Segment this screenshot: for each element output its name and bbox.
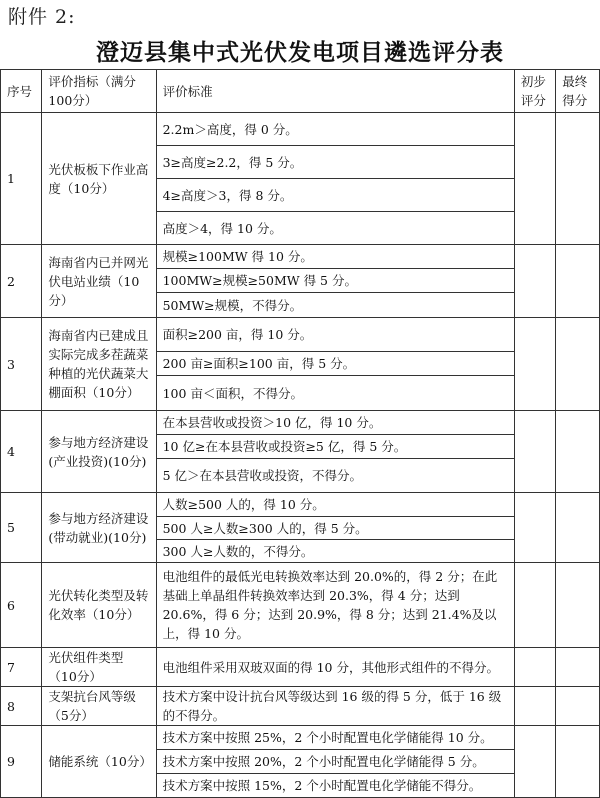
cell-preliminary-score[interactable] (514, 687, 555, 726)
cell-final-score[interactable] (556, 687, 600, 726)
header-no: 序号 (1, 70, 42, 113)
cell-criteria: 技术方案中按照 20%，2 个小时配置电化学储能得 5 分。 (156, 750, 514, 774)
header-indicator: 评价指标（满分100分） (42, 70, 156, 113)
cell-no: 4 (1, 411, 42, 493)
cell-no: 5 (1, 493, 42, 563)
header-criteria: 评价标准 (156, 70, 514, 113)
table-row (1, 726, 600, 750)
cell-final-score[interactable] (556, 493, 600, 563)
cell-final-score[interactable] (556, 648, 600, 687)
cell-criteria: 电池组件采用双玻双面的得 10 分，其他形式组件的不得分。 (156, 648, 514, 687)
cell-criteria: 2.2m＞高度，得 0 分。 (156, 113, 514, 146)
attachment-label: 附件 2: (8, 6, 76, 28)
cell-no: 6 (1, 563, 42, 648)
cell-criteria: 5 亿＞在本县营收或投资，不得分。 (156, 459, 514, 493)
cell-indicator: 支架抗台风等级（5分） (42, 687, 156, 726)
cell-indicator: 海南省内已建成且实际完成多茬蔬菜种植的光伏蔬菜大棚面积（10分） (42, 318, 156, 411)
cell-preliminary-score[interactable] (514, 245, 555, 318)
cell-criteria: 人数≥500 人的，得 10 分。 (156, 493, 514, 517)
cell-preliminary-score[interactable] (514, 113, 555, 245)
cell-indicator: 光伏组件类型（10分） (42, 648, 156, 687)
cell-indicator: 光伏板板下作业高度（10分） (42, 113, 156, 245)
cell-criteria: 200 亩≥面积≥100 亩，得 5 分。 (156, 352, 514, 376)
cell-final-score[interactable] (556, 411, 600, 493)
cell-preliminary-score[interactable] (514, 318, 555, 411)
cell-indicator: 海南省内已并网光伏电站业绩（10分） (42, 245, 156, 318)
cell-no: 9 (1, 726, 42, 798)
cell-criteria: 3≥高度≥2.2，得 5 分。 (156, 146, 514, 179)
cell-criteria: 技术方案中设计抗台风等级达到 16 级的得 5 分，低于 16 级的不得分。 (156, 687, 514, 726)
cell-final-score[interactable] (556, 113, 600, 245)
cell-criteria: 50MW≥规模，不得分。 (156, 293, 514, 318)
cell-indicator: 光伏转化类型及转化效率（10分） (42, 563, 156, 648)
cell-criteria: 技术方案中按照 15%，2 个小时配置电化学储能不得分。 (156, 774, 514, 798)
table-body (1, 113, 600, 798)
cell-no: 8 (1, 687, 42, 726)
table-row (1, 563, 600, 648)
cell-criteria: 300 人≥人数的，不得分。 (156, 540, 514, 563)
table-row (1, 648, 600, 687)
header-preliminary-score: 初步评分 (514, 70, 555, 113)
cell-criteria: 4≥高度＞3，得 8 分。 (156, 179, 514, 212)
cell-preliminary-score[interactable] (514, 493, 555, 563)
cell-criteria: 规模≥100MW 得 10 分。 (156, 245, 514, 269)
cell-preliminary-score[interactable] (514, 648, 555, 687)
cell-final-score[interactable] (556, 563, 600, 648)
cell-no: 1 (1, 113, 42, 245)
cell-criteria: 面积≥200 亩，得 10 分。 (156, 318, 514, 352)
table-header-row (1, 70, 600, 113)
cell-criteria: 技术方案中按照 25%，2 个小时配置电化学储能得 10 分。 (156, 726, 514, 750)
table-row (1, 113, 600, 146)
cell-final-score[interactable] (556, 245, 600, 318)
table-row (1, 687, 600, 726)
cell-criteria: 10 亿≥在本县营收或投资≥5 亿，得 5 分。 (156, 435, 514, 459)
cell-indicator: 储能系统（10分） (42, 726, 156, 798)
page-title: 澄迈县集中式光伏发电项目遴选评分表 (96, 40, 504, 66)
cell-criteria: 高度＞4，得 10 分。 (156, 212, 514, 245)
cell-preliminary-score[interactable] (514, 563, 555, 648)
cell-criteria: 电池组件的最低光电转换效率达到 20.0%的，得 2 分；在此基础上单晶组件转换效率达到 20.3%，得 4 分；达到 20.6%，得 6 分；达到 20.9%，得 8 分；达到 21.4%及以上，得 10 分。 (156, 563, 514, 648)
cell-preliminary-score[interactable] (514, 411, 555, 493)
cell-indicator: 参与地方经济建设(产业投资)(10分) (42, 411, 156, 493)
cell-criteria: 100MW≥规模≥50MW 得 5 分。 (156, 269, 514, 293)
table-row (1, 411, 600, 435)
cell-no: 7 (1, 648, 42, 687)
cell-final-score[interactable] (556, 318, 600, 411)
cell-criteria: 500 人≥人数≥300 人的，得 5 分。 (156, 517, 514, 540)
scoring-table (0, 69, 600, 798)
header-final-score: 最终得分 (556, 70, 600, 113)
table-row (1, 493, 600, 517)
table-row (1, 318, 600, 352)
cell-criteria: 在本县营收或投资＞10 亿，得 10 分。 (156, 411, 514, 435)
cell-no: 3 (1, 318, 42, 411)
table-row (1, 245, 600, 269)
cell-no: 2 (1, 245, 42, 318)
cell-criteria: 100 亩＜面积，不得分。 (156, 376, 514, 411)
cell-indicator: 参与地方经济建设(带动就业)(10分) (42, 493, 156, 563)
